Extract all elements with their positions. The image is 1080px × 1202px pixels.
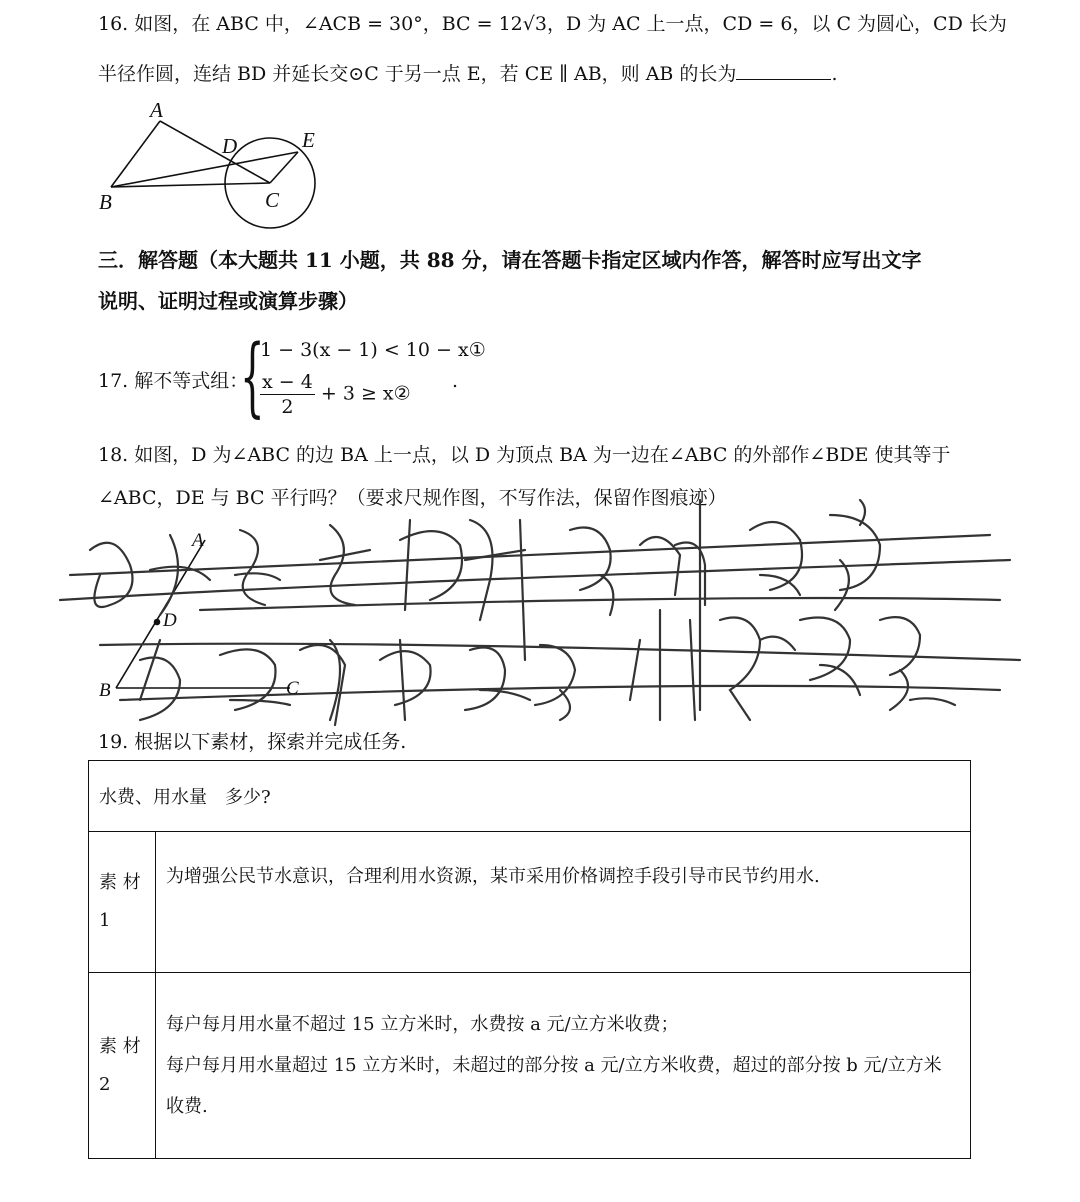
row-content-line: 收费. bbox=[166, 1096, 208, 1117]
row-label-number: 1 bbox=[99, 910, 111, 931]
q17-suffix: . bbox=[452, 370, 459, 392]
label-b: B bbox=[99, 190, 112, 214]
fraction-denominator: 2 bbox=[281, 396, 294, 418]
table-row bbox=[89, 973, 971, 1159]
row-label bbox=[89, 973, 156, 1159]
label-c: C bbox=[265, 188, 280, 212]
q17-inequality-2-rest: + 3 ≥ x② bbox=[320, 382, 411, 405]
row-content-line: 为增强公民节水意识，合理利用水资源，某市采用价格调控手段引导市民节约用水. bbox=[166, 866, 820, 887]
q17-prefix: 17. 解不等式组： bbox=[98, 370, 249, 392]
row-label-text: 素 材 bbox=[99, 1035, 141, 1057]
section3-line2: 说明、证明过程或演算步骤） bbox=[98, 289, 358, 313]
label-e: E bbox=[302, 128, 315, 152]
q16-line1: 16. 如图，在 ABC 中，∠ACB = 30°，BC = 12√3，D 为 AC 上一点，CD = 6，以 C 为圆心，CD 长为 bbox=[98, 13, 1007, 35]
row-label-text: 素 材 bbox=[99, 872, 141, 893]
handwriting-scribble bbox=[60, 500, 1020, 725]
row-content-line: 每户每月用水量不超过 15 立方米时，水费按 a 元/立方米收费； bbox=[166, 1014, 679, 1035]
label-d: D bbox=[222, 134, 238, 158]
fraction-numerator: x − 4 bbox=[262, 371, 313, 393]
row-label bbox=[89, 832, 156, 973]
row-content-line: 每户每月用水量超过 15 立方米时，未超过的部分按 a 元/立方米收费，超过的部分按 b 元/立方米 bbox=[166, 1055, 942, 1076]
point-d bbox=[155, 620, 160, 625]
table-row bbox=[89, 832, 971, 973]
q18-line1: 18. 如图，D 为∠ABC 的边 BA 上一点，以 D 为顶点 BA 为一边在∠ABC 的外部作∠BDE 使其等于 bbox=[98, 444, 951, 466]
label-a-2: A bbox=[192, 530, 204, 551]
q17-inequality-1: 1 − 3(x − 1) < 10 − x① bbox=[260, 339, 486, 361]
row-content bbox=[156, 832, 971, 973]
label-d-2: D bbox=[163, 610, 177, 631]
label-b-2: B bbox=[99, 680, 111, 701]
label-c-2: C bbox=[286, 678, 299, 699]
materials-table bbox=[88, 760, 971, 1159]
table-title: 水费、用水量 多少? bbox=[89, 761, 971, 832]
label-a: A bbox=[150, 98, 163, 122]
row-label-number: 2 bbox=[99, 1073, 111, 1095]
q19-intro: 19. 根据以下素材，探索并完成任务. bbox=[98, 731, 407, 753]
section3-line1: 三．解答题（本大题共 11 小题，共 88 分，请在答题卡指定区域内作答，解答时应写出文字 bbox=[98, 248, 922, 272]
q16-line2-text: 半径作圆，连结 BD 并延长交⊙C 于另一点 E，若 CE ∥ AB，则 AB 的长为 bbox=[98, 63, 737, 85]
q18-line2: ∠ABC，DE 与 BC 平行吗？（要求尺规作图，不写作法，保留作图痕迹） bbox=[98, 487, 727, 509]
table-title-row bbox=[89, 761, 971, 832]
system-brace: { bbox=[240, 327, 265, 427]
row-content bbox=[156, 973, 971, 1159]
q16-line2-suffix: . bbox=[831, 63, 838, 85]
